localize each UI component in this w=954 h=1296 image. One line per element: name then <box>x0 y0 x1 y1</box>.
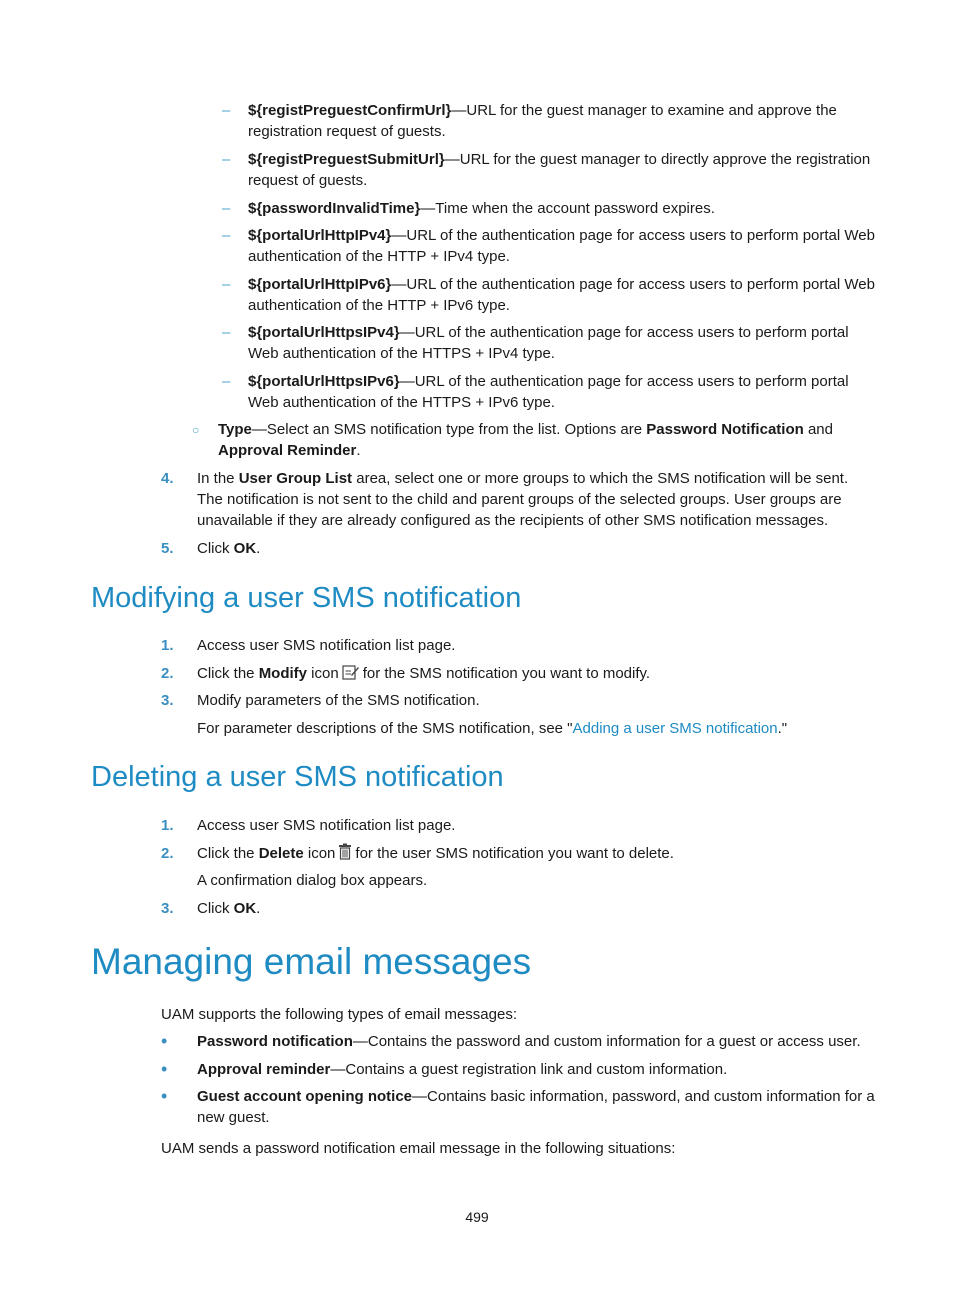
var-desc: —Time when the account password expires. <box>420 200 715 217</box>
var-name: ${portalUrlHttpsIPv4} <box>248 324 400 341</box>
modify-step-2: Click the Modify icon for the SMS notification you want to modify. <box>197 663 877 686</box>
adding-sms-notification-link[interactable]: Adding a user SMS notification <box>572 720 778 737</box>
var-desc: —URL of the authentication page for access users to perform portal Web authentication of the HTTP + IPv4 type. <box>248 227 875 265</box>
var-item-1 <box>248 149 878 191</box>
email-intro: UAM supports the following types of email messages: <box>161 1006 517 1023</box>
var-name: ${portalUrlHttpIPv6} <box>248 276 392 293</box>
step-number: 3. <box>161 692 174 709</box>
step-4-text: In the User Group List area, select one or more groups to which the SMS notification will be sent. The notification is not sent to the child and parent groups of the selected groups. User groups are unavailable if they are already configured as the recipients of other SMS notification messages. <box>197 470 849 529</box>
modify-note: For parameter descriptions of the SMS notification, see "Adding a user SMS notification." <box>197 720 788 737</box>
step-number: 3. <box>161 900 174 917</box>
step-number: 2. <box>161 665 174 682</box>
bullet-marker: • <box>161 1086 168 1106</box>
dash-marker: – <box>222 276 231 293</box>
var-item-2 <box>248 198 878 219</box>
email-outro: UAM sends a password notification email message in the following situations: <box>161 1140 676 1157</box>
var-name: ${portalUrlHttpIPv4} <box>248 227 392 244</box>
circle-marker: ○ <box>192 423 200 437</box>
dash-marker: – <box>222 227 231 244</box>
var-desc: —URL of the authentication page for access users to perform portal Web authentication of the HTTPS + IPv6 type. <box>248 373 849 411</box>
var-name: ${portalUrlHttpsIPv6} <box>248 373 400 390</box>
var-desc: —URL of the authentication page for access users to perform portal Web authentication of the HTTPS + IPv4 type. <box>248 324 849 362</box>
var-item-4 <box>248 274 878 316</box>
delete-step-2: Click the Delete icon for the user SMS notification you want to delete. <box>197 843 877 866</box>
bullet-marker: • <box>161 1059 168 1079</box>
dash-marker: – <box>222 102 231 119</box>
page-number: 499 <box>465 1209 489 1225</box>
modify-step-1: Access user SMS notification list page. <box>197 637 456 654</box>
var-desc: —URL for the guest manager to directly approve the registration request of guests. <box>248 151 871 189</box>
step-number: 4. <box>161 470 174 487</box>
step-number: 1. <box>161 637 174 654</box>
step-5-text: Click OK. <box>197 540 261 557</box>
dash-marker: – <box>222 200 231 217</box>
dash-marker: – <box>222 151 231 168</box>
email-bullet-0: Password notification—Contains the password and custom information for a guest or access user. <box>197 1033 861 1050</box>
delete-icon <box>338 843 352 866</box>
modify-heading: Modifying a user SMS notification <box>91 582 522 614</box>
var-desc: —URL for the guest manager to examine and approve the registration request of guests. <box>248 102 837 140</box>
var-item-0 <box>248 100 878 142</box>
var-name: ${passwordInvalidTime} <box>248 200 421 217</box>
modify-icon <box>342 664 360 686</box>
var-name: ${registPreguestConfirmUrl} <box>248 102 452 119</box>
var-name: ${registPreguestSubmitUrl} <box>248 151 445 168</box>
delete-heading: Deleting a user SMS notification <box>91 761 504 793</box>
bullet-marker: • <box>161 1031 168 1051</box>
dash-marker: – <box>222 324 231 341</box>
var-item-6 <box>248 371 878 413</box>
var-item-3 <box>248 225 878 267</box>
step-number: 1. <box>161 817 174 834</box>
var-item-5 <box>248 322 878 364</box>
dash-marker: – <box>222 373 231 390</box>
type-item: Type—Select an SMS notification type from the list. Options are Password Notification and Approval Reminder. <box>218 421 833 459</box>
var-desc: —URL of the authentication page for access users to perform portal Web authentication of the HTTP + IPv6 type. <box>248 276 875 314</box>
modify-step-3: Modify parameters of the SMS notification. <box>197 692 480 709</box>
step-number: 2. <box>161 845 174 862</box>
step-number: 5. <box>161 540 174 557</box>
email-heading: Managing email messages <box>91 941 532 982</box>
delete-confirm: A confirmation dialog box appears. <box>197 872 428 889</box>
email-bullet-1: Approval reminder—Contains a guest registration link and custom information. <box>197 1061 728 1078</box>
delete-step-3: Click OK. <box>197 900 261 917</box>
delete-step-1: Access user SMS notification list page. <box>197 817 456 834</box>
email-bullet-2: Guest account opening notice—Contains basic information, password, and custom information for a new guest. <box>197 1088 875 1126</box>
